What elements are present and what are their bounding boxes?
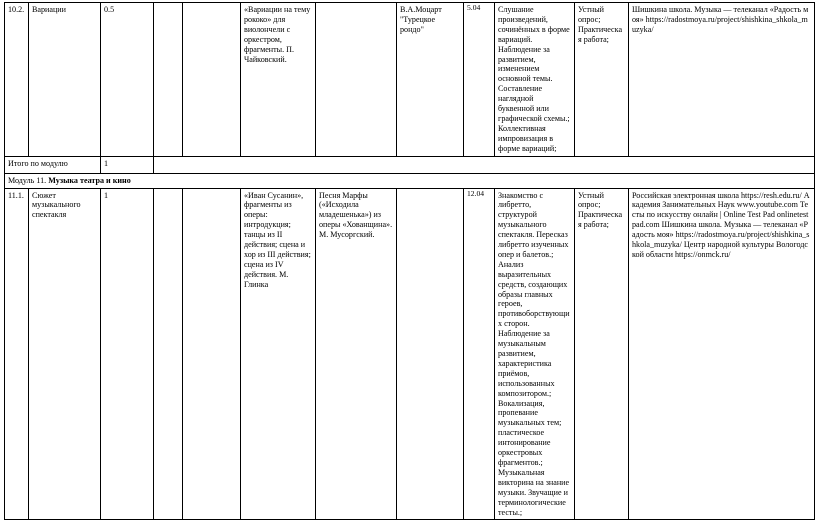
resources-cell: Шишкина школа. Музыка — телеканал «Радость моя» https://radostmoya.ru/project/shishkina_shkola_muzyka/: [629, 3, 815, 157]
row-number: 11.1.: [5, 188, 29, 520]
topic-cell: Сюжет музыкального спектакля: [29, 188, 101, 520]
module-header-row: [5, 173, 815, 188]
row-number: 10.2.: [5, 3, 29, 157]
control-cell: Устный опрос; Практическая работа;: [575, 3, 629, 157]
subtotal-value: 1: [101, 156, 154, 173]
table-row: [5, 188, 815, 520]
subtotal-row: [5, 156, 815, 173]
date-cell: 5.04: [464, 3, 495, 157]
empty-cell: [183, 188, 241, 520]
listening-cell: «Иван Сусанин», фрагменты из оперы: интродукция; танцы из II действия; сцена и хор из III действия; сцена из IV действия. М. Глинка: [241, 188, 316, 520]
performance-cell: В.А.Моцарт "Турецкое рондо": [397, 3, 464, 157]
table-row: [5, 3, 815, 157]
activities-cell: Слушание произведений, сочинённых в форме вариаций. Наблюдение за развитием, изменением основной темы. Составление наглядной буквенной или графической схемы.; Коллективная импровизация в форме вариаций;: [495, 3, 575, 157]
lesson-plan-table: [4, 2, 815, 520]
date-cell: 12.04: [464, 188, 495, 520]
control-cell: Устный опрос; Практическая работа;: [575, 188, 629, 520]
module-number: Модуль 11.: [8, 175, 47, 185]
listening-cell: «Вариации на тему рококо» для виолончели с оркестром, фрагменты. П. Чайковский.: [241, 3, 316, 157]
resources-cell: Российская электронная школа https://resh.edu.ru/ Академия Занимательных Наук www.youtube.com Тесты по искусству онлайн | Online Test Pad onlinetestpad.com Шишкина школа. Музыка — телеканал «Радость моя» https://radostmoya.ru/project/shishkina_shkola_muzyka/ Центр народной культуры Вологодской области https://onmck.ru/: [629, 188, 815, 520]
subtotal-label: Итого по модулю: [5, 156, 101, 173]
module-title: Музыка театра и кино: [48, 175, 131, 185]
module-header: [5, 173, 815, 188]
empty-cell: [154, 156, 815, 173]
empty-cell: [183, 3, 241, 157]
singing-cell: Песня Марфы («Исходила младешенька») из оперы «Хованщина». М. Мусоргский.: [316, 188, 397, 520]
empty-cell: [154, 188, 183, 520]
activities-cell: Знакомство с либретто, структурой музыкального спектакля. Пересказ либретто изученных опер и балетов.; Анализ выразительных средств, создающих образы главных героев, противоборствующих сторон. Наблюдение за музыкальным развитием, характеристика приёмов, использованных композитором.; Вокализация, пропевание музыкальных тем; пластическое интонирование оркестровых фрагментов.; Музыкальная викторина на знание музыки. Звучащие и терминологические тесты.;: [495, 188, 575, 520]
empty-cell: [154, 3, 183, 157]
hours-cell: 0.5: [101, 3, 154, 157]
hours-cell: 1: [101, 188, 154, 520]
performance-cell: [397, 188, 464, 520]
topic-cell: Вариации: [29, 3, 101, 157]
singing-cell: [316, 3, 397, 157]
